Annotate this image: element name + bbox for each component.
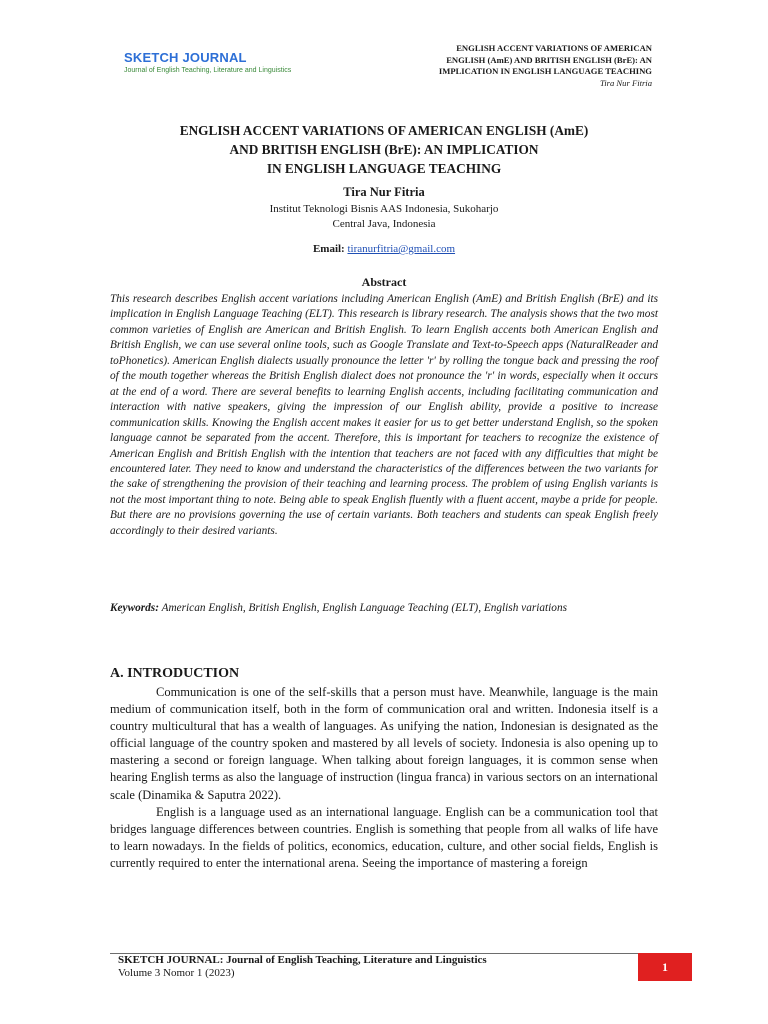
running-head-line: IMPLICATION IN ENGLISH LANGUAGE TEACHING — [438, 66, 652, 76]
abstract-heading: Abstract — [361, 275, 407, 289]
introduction-body — [110, 684, 658, 872]
running-head-line: ENGLISH ACCENT VARIATIONS OF AMERICAN — [456, 43, 652, 53]
logo-title: SKETCH JOURNAL — [124, 50, 247, 65]
running-head — [372, 43, 652, 89]
keywords-label: Keywords: — [110, 602, 159, 614]
title-line: AND BRITISH ENGLISH (BrE): AN IMPLICATION — [229, 142, 539, 157]
affiliation-line: Central Java, Indonesia — [332, 218, 436, 230]
article-title — [110, 121, 658, 178]
keywords-text: American English, British English, English Language Teaching (ELT), English variations — [161, 602, 567, 614]
affiliation-line: Institut Teknologi Bisnis AAS Indonesia, Sukoharjo — [269, 203, 499, 215]
affiliation — [110, 202, 658, 232]
keywords — [110, 601, 658, 616]
footer-journal-name: SKETCH JOURNAL: Journal of English Teaching, Literature and Linguistics — [118, 954, 487, 966]
page-number-badge: 1 — [638, 953, 692, 981]
email-line — [110, 243, 658, 255]
paragraph: English is a language used as an international language. English can be a communication tool that bridges language differences between countries. English is something that people from all walks of life have to learn nowadays. In the fields of politics, economics, education, culture, and other social fields, English is currently required to enter the international arena. Seeing the importance of mastering a foreign — [110, 804, 658, 870]
title-line: IN ENGLISH LANGUAGE TEACHING — [266, 161, 502, 176]
running-head-author: Tira Nur Fitria — [599, 77, 652, 88]
title-line: ENGLISH ACCENT VARIATIONS OF AMERICAN ENGLISH (AmE) — [179, 123, 589, 138]
email-link[interactable]: tiranurfitria@gmail.com — [347, 243, 456, 255]
email-label: Email: — [312, 243, 345, 255]
journal-logo — [124, 50, 291, 74]
author-name: Tira Nur Fitria — [343, 185, 425, 199]
paragraph: Communication is one of the self-skills that a person must have. Meanwhile, language is the main medium of communication itself, both in the form of communication oral and written. Indonesia itself is a country multicultural that has a wealth of languages. As unifying the nation, Indonesian is designated as the official language of the country spoken and mastered by all levels of society. Indonesia is also opening up to mastering a second or foreign language. When talking about foreign languages, it is common sense when hearing English terms as also the language of instruction (lingua franca) in various sectors on an international scale (Dinamika & Saputra 2022). — [110, 685, 658, 802]
abstract-text: This research describes English accent variations including American English (AmE) and British English (BrE) and its implication in English Language Teaching (ELT). This research is library research. The analysis shows that the two most common varieties of English are American and British English. To learn English accents both American English and British English, we can use several online tools, such as Google Translate and Text-to-Speech apps (NaturalReader and toPhonetics). American English dialects usually pronounce the letter 'r' by rolling the tongue back and pressing the roof of the mouth together whereas the British English dialect does not pronounce the 'r' in words, especially when it occurs at the end of a word. There are several benefits to learning English accents, including facilitating communication and interaction with native speakers, giving the impression of our English ability, provide a positive to increase communication skills. Knowing the English accent makes it easier for us to get better understand English, so the spoken language cannot be separated from the accent. Therefore, this is important for teachers to recognize the existence of American English and British English with the intention that teachers are not faced with any difficulties that might be encountered later. They need to know and understand the characteristics of the differences between the two variants for the sake of strengthening the provision of their teaching and learning process. The problem of using English variants is not the most important thing to note. Being able to speak English fluently with a fluent accent, maybe a pride for people. But there are no provisions governing the use of certain variants. Both teachers and students can speak English freely accordingly to their desired variants. — [110, 293, 658, 537]
running-head-line: ENGLISH (AmE) AND BRITISH ENGLISH (BrE): AN — [446, 54, 652, 65]
logo-subtitle: Journal of English Teaching, Literature and Linguistics — [124, 67, 292, 74]
section-heading-introduction: A. INTRODUCTION — [110, 666, 240, 681]
footer-volume: Volume 3 Nomor 1 (2023) — [118, 967, 235, 979]
